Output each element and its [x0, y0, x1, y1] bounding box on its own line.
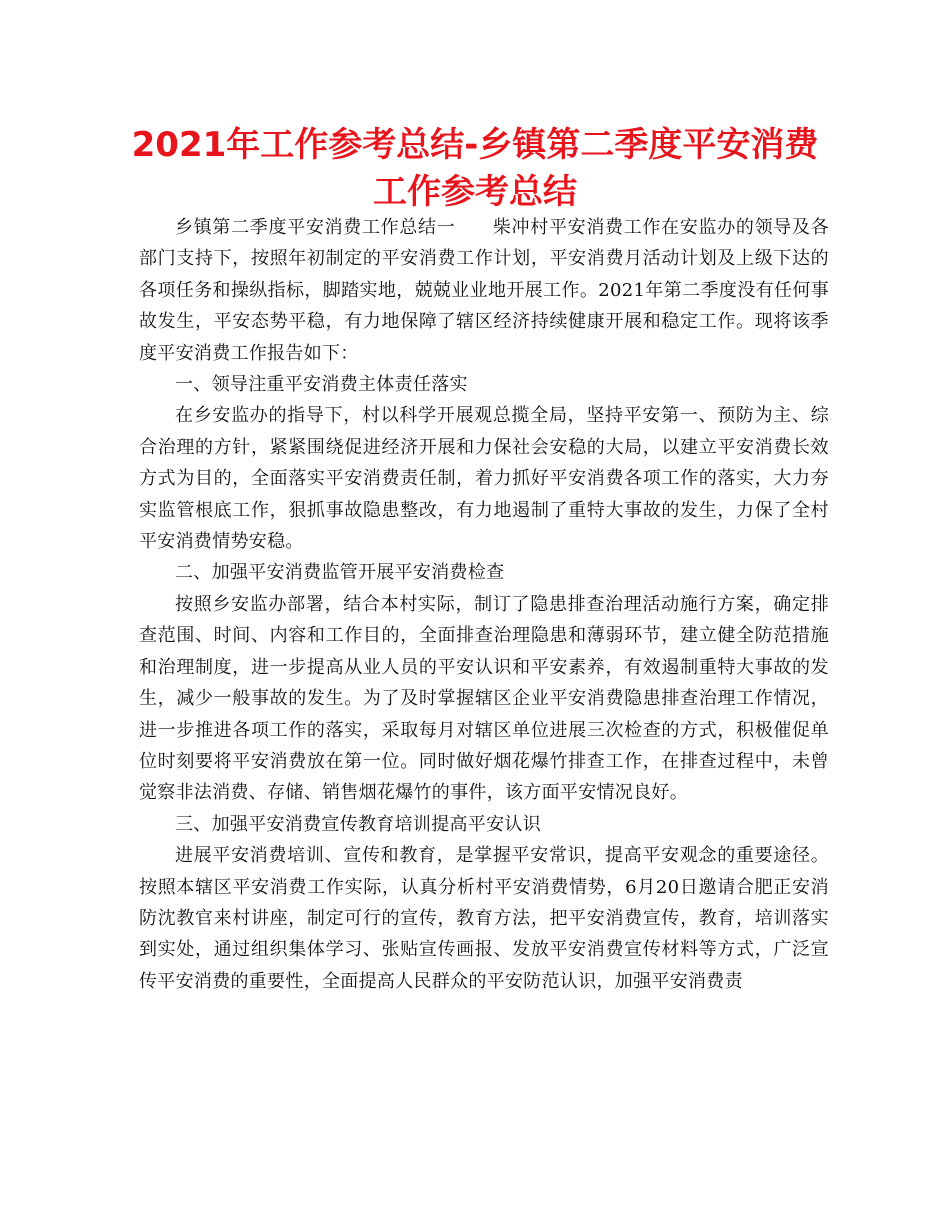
paragraph-section-3: 进展平安消费培训、宣传和教育，是掌握平安常识，提高平安观念的重要途径。按照本辖区平安消费工作实际，认真分析村平安消费情势，6月20日邀请合肥正安消防沈教官来村讲座，制定可行的宣传，教育方法，把平安消费宣传，教育，培训落实到实处，通过组织集体学习、张贴宣传画报、发放平安消费宣传材料等方式，广泛宣传平安消费的重要性，全面提高人民群众的平安防范认识，加强平安消费责 — [139, 845, 829, 992]
section-heading-2: 二、加强平安消费监管开展平安消费检查 — [175, 562, 505, 584]
section-heading-1: 一、领导注重平安消费主体责任落实 — [175, 374, 468, 396]
document-title: 2021年工作参考总结-乡镇第二季度平安消费工作参考总结 — [131, 125, 819, 212]
paragraph-section-1: 在乡安监办的指导下，村以科学开展观总揽全局，坚持平安第一、预防为主、综合治理的方针，紧紧围绕促进经济开展和力保社会安稳的大局，以建立平安消费长效方式为目的，全面落实平安消费责任制，着力抓好平安消费各项工作的落实，大力夯实监管根底工作，狠抓事故隐患整改，有力地遏制了重特大事故的发生，力保了全村平安消费情势安稳。 — [139, 405, 829, 553]
paragraph-intro: 乡镇第二季度平安消费工作总结一 柴冲村平安消费工作在安监办的领导及各部门支持下，按照年初制定的平安消费工作计划，平安消费月活动计划及上级下达的各项任务和操纵指标，脚踏实地，兢兢业业地开展工作。2021年第二季度没有任何事故发生，平安态势平稳，有力地保障了辖区经济持续健康开展和稳定工作。现将该季度平安消费工作报告如下： — [139, 217, 829, 364]
section-heading-3: 三、加强平安消费宣传教育培训提高平安认识 — [175, 813, 541, 835]
paragraph-section-2: 按照乡安监办部署，结合本村实际，制订了隐患排查治理活动施行方案，确定排查范围、时间、内容和工作目的，全面排查治理隐患和薄弱环节，建立健全防范措施和治理制度，进一步提高从业人员的平安认识和平安素养，有效遏制重特大事故的发生，减少一般事故的发生。为了及时掌握辖区企业平安消费隐患排查治理工作情况，进一步推进各项工作的落实，采取每月对辖区单位进展三次检查的方式，积极催促单位时刻要将平安消费放在第一位。同时做好烟花爆竹排查工作，在排查过程中，未曾觉察非法消费、存储、销售烟花爆竹的事件，该方面平安情况良好。 — [139, 593, 829, 804]
document-body — [139, 212, 829, 997]
